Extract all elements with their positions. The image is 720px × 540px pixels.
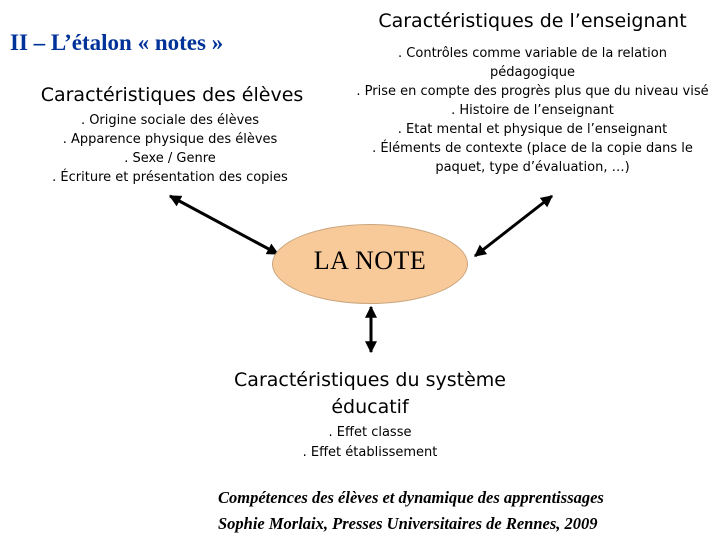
teacher-item: . Histoire de l’enseignant: [451, 103, 614, 118]
system-characteristics-title: Caractéristiques du système éducatif: [234, 369, 506, 418]
teacher-item: . Contrôles comme variable de la relation pédagogique: [398, 46, 667, 80]
arrow-students-note: [170, 196, 278, 254]
students-item: . Écriture et présentation des copies: [52, 170, 288, 185]
system-item: . Effet établissement: [302, 445, 438, 460]
teacher-item: . Etat mental et physique de l’enseignant: [397, 122, 668, 137]
students-item: . Sexe / Genre: [124, 151, 216, 166]
section-title: II – L’étalon « notes »: [10, 30, 224, 55]
students-item: . Origine sociale des élèves: [80, 113, 260, 128]
bibliographic-reference: [218, 485, 708, 537]
teacher-characteristics-title: Caractéristiques de l’enseignant: [378, 10, 687, 32]
students-item: . Apparence physique des élèves: [62, 132, 278, 147]
students-characteristics-title: Caractéristiques des élèves: [40, 84, 304, 106]
system-item: . Effet classe: [328, 425, 412, 440]
system-characteristics-list: [270, 423, 470, 463]
reference-author: Sophie Morlaix, Presses Universitaires de Rennes, 2009: [218, 514, 598, 533]
note-label: LA NOTE: [313, 246, 427, 275]
teacher-item: . Prise en compte des progrès plus que du niveau visé: [356, 84, 709, 99]
arrow-teacher-note: [475, 196, 552, 256]
teacher-item: . Éléments de contexte (place de la copie dans le paquet, type d’évaluation, …): [372, 141, 693, 175]
reference-title: Compétences des élèves et dynamique des apprentissages: [218, 488, 604, 507]
